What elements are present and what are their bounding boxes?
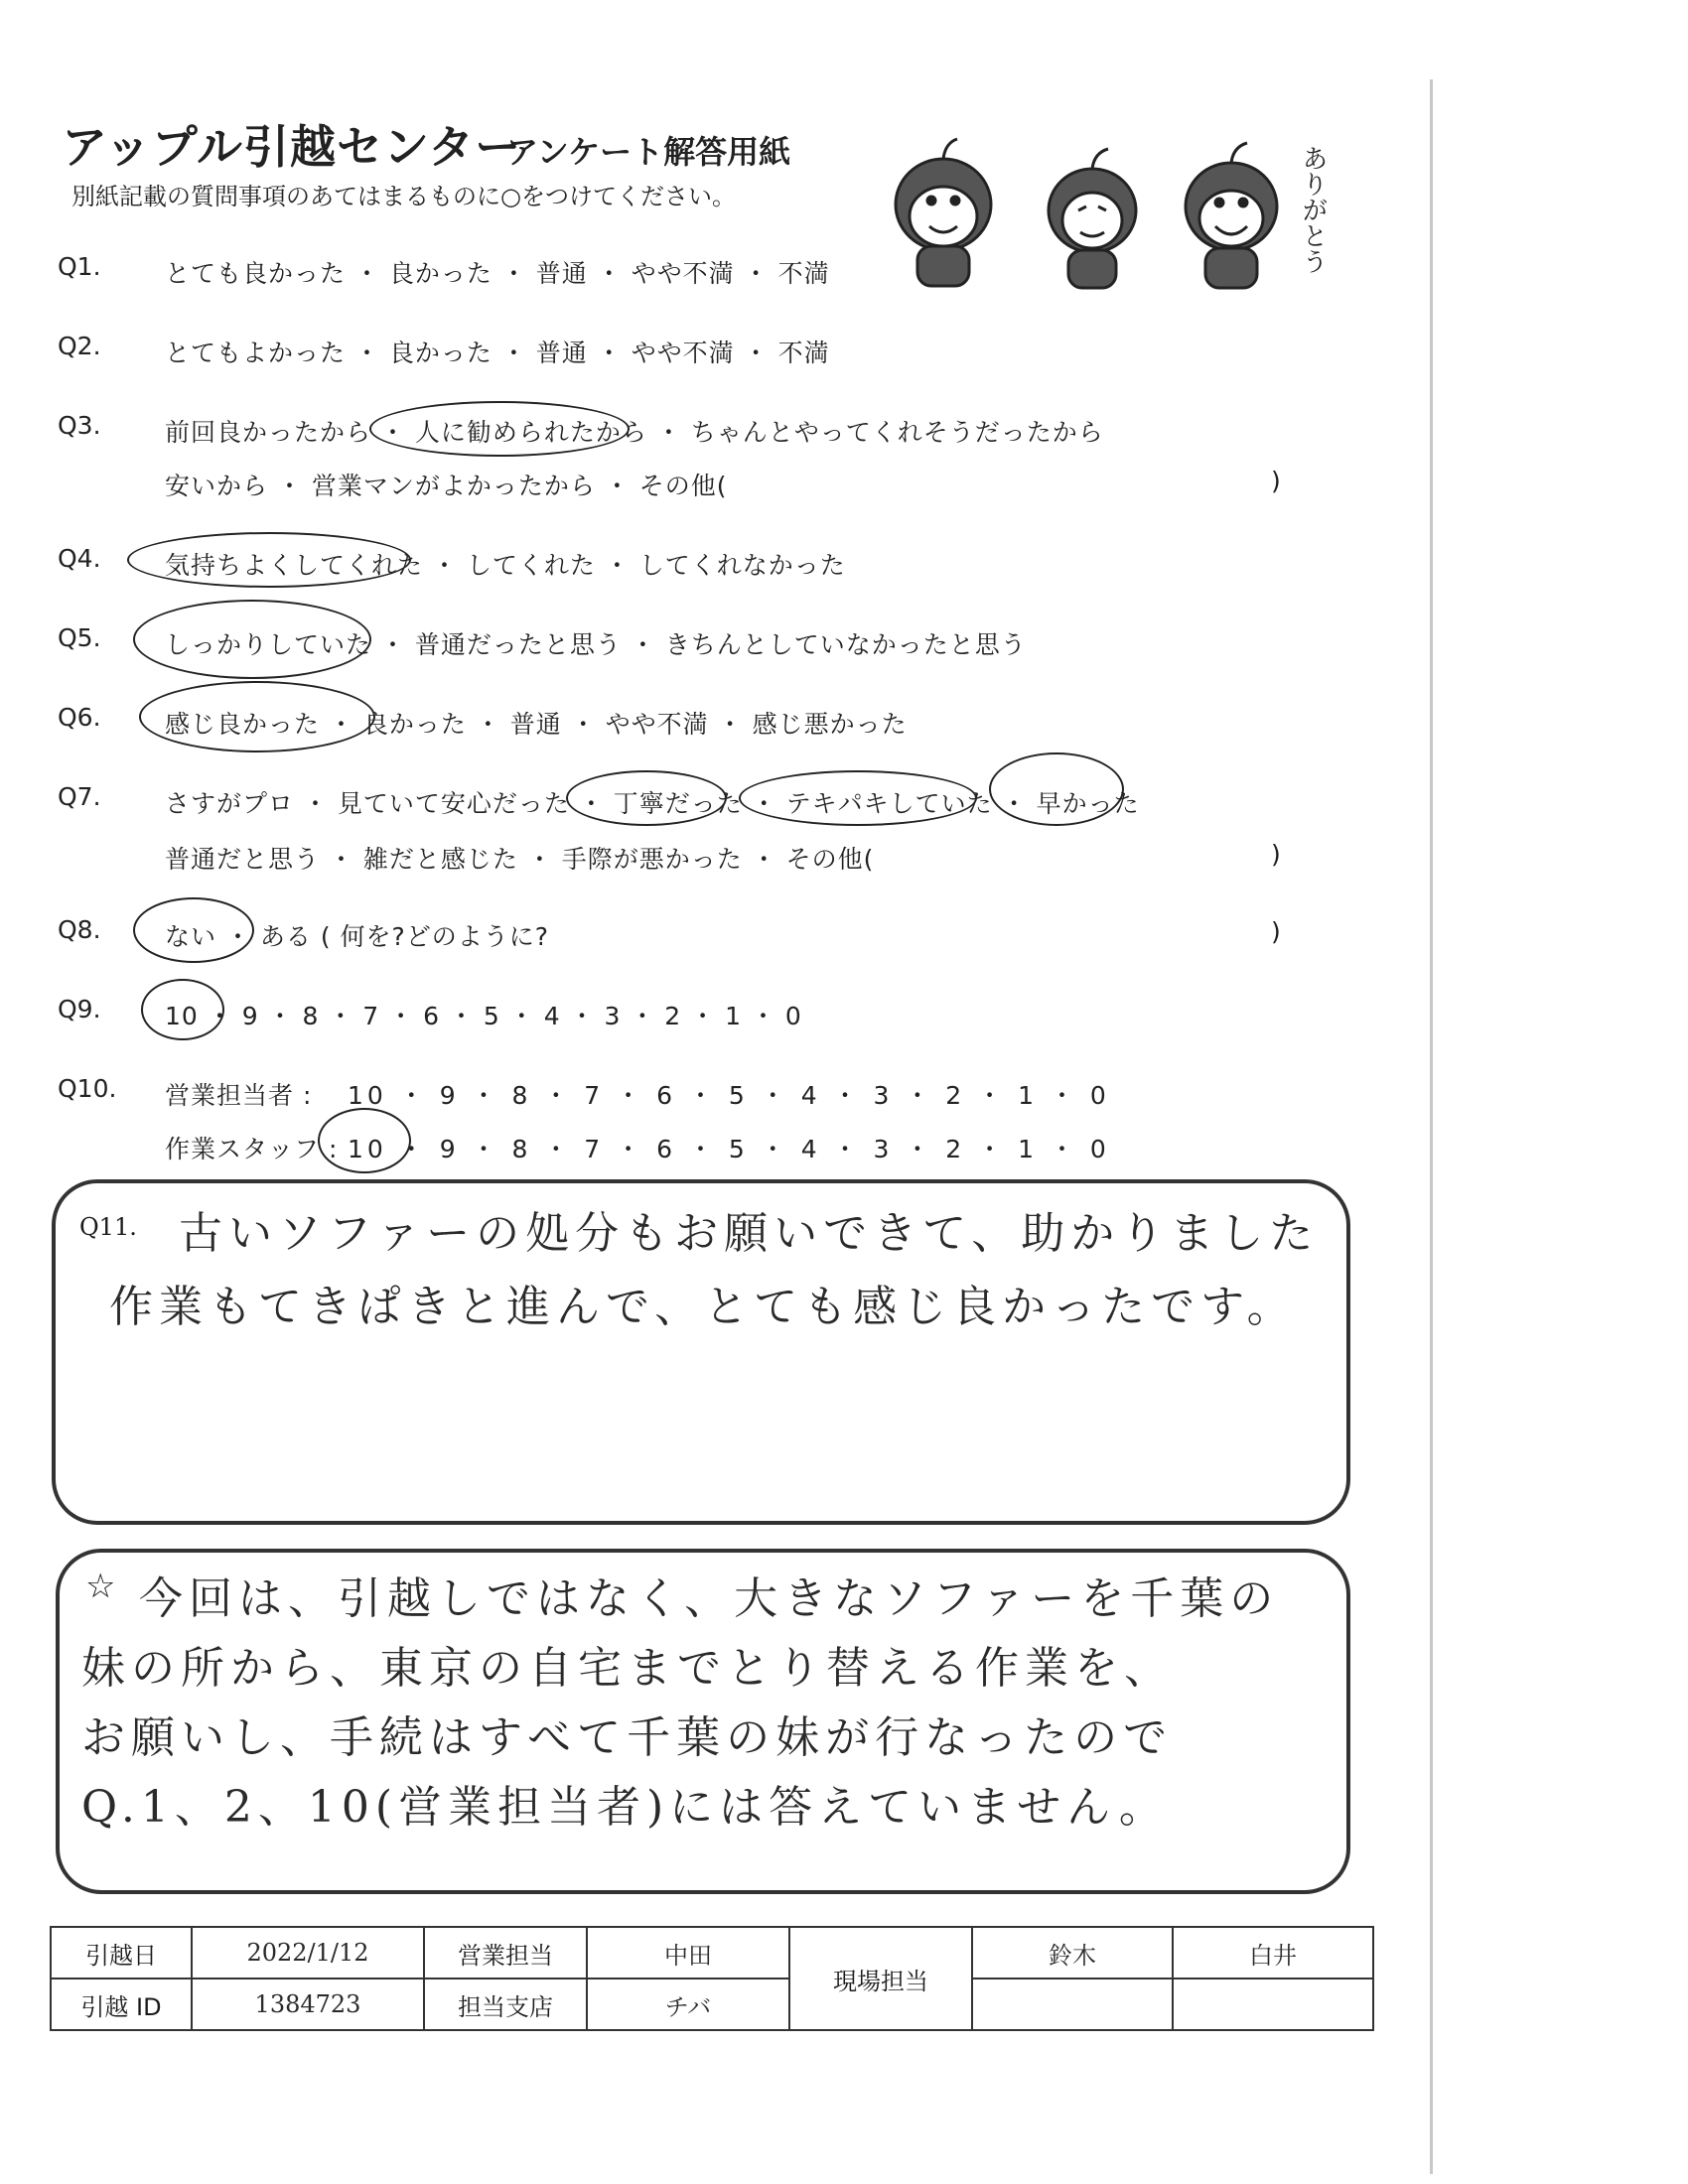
form-subtitle: アンケート解答用紙 [506,133,791,171]
sales-rep-value: 中田 [587,1927,789,1979]
q7-answer-circle-1 [566,770,727,826]
move-info-table [50,1926,1374,2031]
mascot-illustration [874,125,1331,294]
q7-answer-circle-3 [989,752,1124,826]
move-id-value: 1384723 [192,1979,424,2030]
q10-label: Q10. [58,1074,117,1103]
sales-rep-label: 営業担当 [424,1927,587,1979]
q3-options-line1: 前回良かったから ・ 人に勧められたから ・ ちゃんとやってくれそうだったから [165,418,1104,447]
q2-label: Q2. [58,332,101,360]
scan-edge-line [1430,79,1433,2174]
site-staff-3-value [972,1979,1173,2030]
q10-sales-scale: 10 ・ 9 ・ 8 ・ 7 ・ 6 ・ 5 ・ 4 ・ 3 ・ 2 ・ 1 ・ 0 [348,1081,1110,1110]
q9-answer-circle [141,979,224,1040]
mascot-left-icon [896,139,991,286]
branch-value: チバ [587,1979,789,2030]
mascot-middle-icon [1049,149,1136,288]
q7-options-line1: さすがプロ ・ 見ていて安心だった ・ 丁寧だった ・ テキパキしていた ・ 早かった [165,789,1140,818]
q3-close-paren: ) [1271,467,1281,495]
site-staff-1-value: 鈴木 [972,1927,1173,1979]
q8-label: Q8. [58,915,101,944]
note-line2: 妹の所から、東京の自宅までとり替える作業を、 [81,1643,1174,1694]
q3-answer-circle [369,401,630,457]
q6-label: Q6. [58,703,101,732]
q10-staff-label: 作業スタッフ : [165,1135,339,1163]
q7-options-line2: 普通だと思う ・ 雑だと感じた ・ 手際が悪かった ・ その他( [165,845,875,874]
q10-staff-answer-circle [318,1108,411,1173]
q1-options: とても良かった ・ 良かった ・ 普通 ・ やや不満 ・ 不満 [165,259,830,288]
q9-options: 10 ・ 9 ・ 8 ・ 7 ・ 6 ・ 5 ・ 4 ・ 3 ・ 2 ・ 1 ・ 0 [165,1002,802,1030]
q6-options: 感じ良かった ・ 良かった ・ 普通 ・ やや不満 ・ 感じ悪かった [165,710,908,739]
q1-label: Q1. [58,252,101,281]
q8-options: ない ・ ある ( 何を?どのように? [165,922,550,951]
mascot-right-icon [1186,143,1277,288]
q4-answer-circle [127,532,411,588]
q6-answer-circle [139,681,375,752]
q11-comment-line2: 作業もてきぱきと進んで、とても感じ良かったです。 [109,1282,1297,1332]
q7-label: Q7. [58,782,101,811]
q9-label: Q9. [58,995,101,1024]
site-staff-2-value: 白井 [1173,1927,1373,1979]
q10-staff-scale: 10 ・ 9 ・ 8 ・ 7 ・ 6 ・ 5 ・ 4 ・ 3 ・ 2 ・ 1 ・ 0 [348,1135,1110,1163]
q11-label: Q11. [79,1213,137,1241]
note-line1: 今回は、引越しではなく、大きなソファーを千葉の [139,1573,1280,1624]
q3-label: Q3. [58,411,101,440]
q8-answer-circle [133,897,254,963]
note-line4: Q.1、2、10(営業担当者)には答えていません。 [81,1782,1169,1833]
note-line3: お願いし、手続はすべて千葉の妹が行なったので [81,1712,1174,1763]
q5-answer-circle [133,600,371,679]
q7-answer-circle-2 [739,770,977,826]
q5-label: Q5. [58,623,101,652]
move-id-label: 引越 ID [51,1979,192,2030]
q4-label: Q4. [58,544,101,573]
q8-close-paren: ) [1271,917,1281,946]
site-staff-label: 現場担当 [789,1927,972,2030]
move-date-label: 引越日 [51,1927,192,1979]
company-title: アップル引越センター [62,120,522,174]
mascot-caption: ありがとう [1298,145,1328,274]
star-icon: ☆ [85,1567,116,1606]
q3-options-line2: 安いから ・ 営業マンがよかったから ・ その他( [165,472,728,500]
q2-options: とてもよかった ・ 良かった ・ 普通 ・ やや不満 ・ 不満 [165,339,830,367]
q4-options: 気持ちよくしてくれた ・ してくれた ・ してくれなかった [165,551,846,580]
move-date-value: 2022/1/12 [192,1927,424,1979]
q5-options: しっかりしていた ・ 普通だったと思う ・ きちんとしていなかったと思う [165,630,1027,659]
q10-sales-label: 営業担当者 : [165,1081,313,1110]
q7-close-paren: ) [1271,840,1281,869]
instruction-text: 別紙記載の質問事項のあてはまるものに○をつけてください。 [71,183,736,210]
q11-comment-line1: 古いソファーの処分もお願いできて、助かりました [179,1208,1320,1259]
site-staff-4-value [1173,1979,1373,2030]
branch-label: 担当支店 [424,1979,587,2030]
